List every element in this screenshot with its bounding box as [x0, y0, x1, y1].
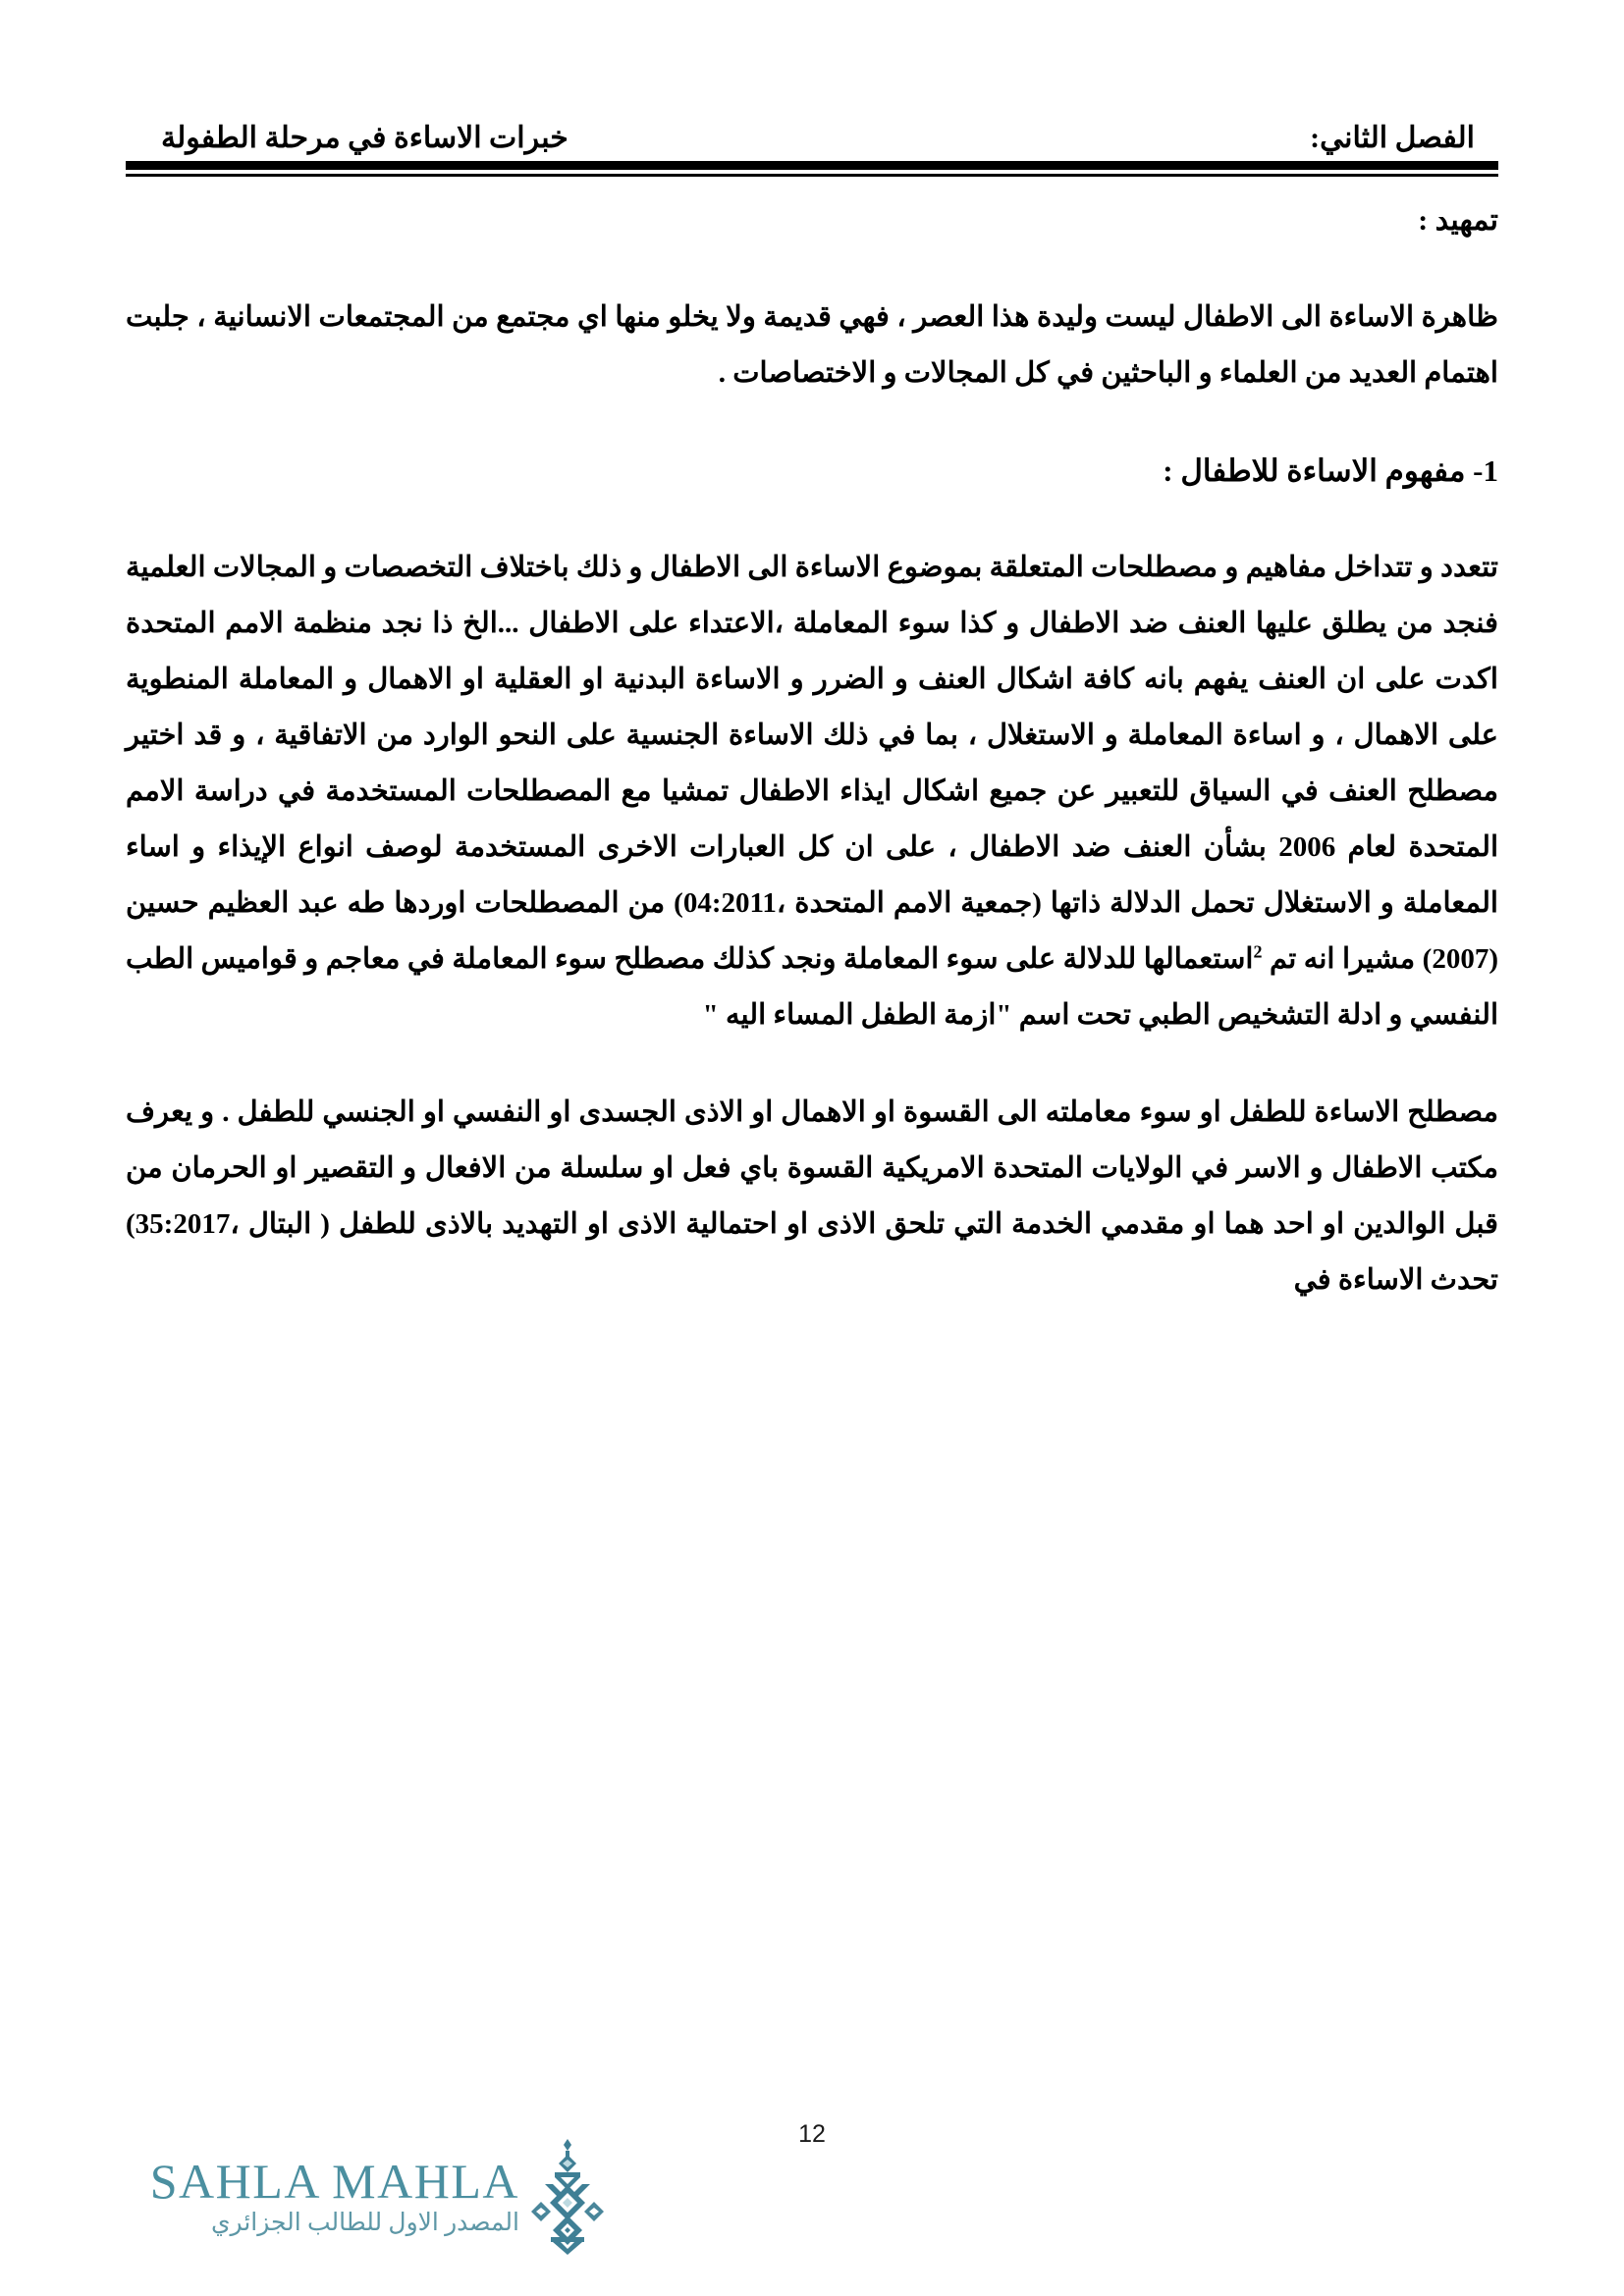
watermark-logo — [101, 2128, 612, 2266]
preface-paragraph: ظاهرة الاساءة الى الاطفال ليست وليدة هذا العصر ، فهي قديمة ولا يخلو منها اي مجتمع من المجتمعات الانسانية ، جلبت اهتمام العديد من العلماء و الباحثين في كل المجالات و الاختصاصات . — [126, 301, 1498, 389]
spacer — [126, 401, 1498, 443]
header-chapter-label: الفصل الثاني: — [1310, 122, 1475, 154]
watermark-brand-name: SAHLA MAHLA — [149, 2153, 519, 2209]
section-heading — [126, 443, 1498, 499]
body-paragraph-1-part-a: تتعدد و تتداخل مفاهيم و مصطلحات المتعلقة بموضوع الاساءة الى الاطفال و ذلك باختلاف التخصصات و المجالات العلمية فنجد من يطلق عليها العنف ضد الاطفال و كذا سوء المعاملة ،الاعتداء على الاطفال ...الخ ذا نجد منظمة الامم المتحدة اكدت على ان العنف يفهم بانه كافة اشكال العنف و الضرر و الاساءة البدنية او العقلية او الاهمال و المعاملة المنطوية على الاهمال ، و اساءة المعاملة و الاستغلال ، بما في ذلك الاساءة الجنسية على النحو الوارد من الاتفاقية ، و قد اختير مصطلح العنف في السياق للتعبير عن جميع اشكال ايذاء الاطفال تمشيا مع المصطلحات المستخدمة في دراسة الامم المتحدة لعام 2006 بشأن العنف ضد الاطفال ، على ان كل العبارات الاخرى المستخدمة لوصف انواع الإيذاء و اساء المعاملة و الاستغلال تحمل الدلالة ذاتها (جمعية الامم المتحدة ،04:2011) من المصطلحات اوردها طه عبد العظيم حسين (2007) مشيرا انه تم — [126, 552, 1499, 975]
sahla-mahla-emblem-icon — [525, 2139, 610, 2255]
header-divider-rule — [126, 161, 1498, 177]
page-number: 12 — [798, 2120, 826, 2148]
header-rule-thin — [126, 174, 1498, 177]
header-row — [126, 84, 1498, 153]
document-running-header — [126, 84, 1498, 173]
header-chapter-title: خبرات الاساءة في مرحلة الطفولة — [161, 122, 568, 154]
footnote-marker: 2 — [1253, 941, 1263, 962]
watermark-text-block — [149, 2153, 519, 2239]
section-heading-text: - مفهوم الاساءة للاطفال : — [1163, 454, 1484, 488]
spacer — [126, 499, 1498, 540]
body-paragraph-2: مصطلح الاساءة للطفل او سوء معاملته الى القسوة او الاهمال او الاذى الجسدى او النفسي او الجنسي للطفل . و يعرف مكتب الاطفال و الاسر في الولايات المتحدة الامريكية القسوة باي فعل او سلسلة من الافعال و التقصير او الحرمان من قبل الوالدين او احد هما او مقدمي الخدمة التي تلحق الاذى او احتمالية الاذى او التهديد بالاذى للطفل ( البتال ،35:2017) تحدث الاساءة في — [126, 1096, 1498, 1296]
preface-label: تمهيد : — [1418, 204, 1498, 237]
section-number: 1 — [1483, 454, 1498, 488]
document-body — [126, 192, 1498, 1308]
header-rule-thick — [126, 161, 1498, 170]
watermark-tagline: المصدر الاول للطالب الجزائري — [210, 2210, 519, 2237]
body-paragraph-1-part-b: استعمالها للدلالة على سوء المعاملة ونجد كذلك مصطلح سوء المعاملة في معاجم و قواميس الطب النفسي و ادلة التشخيص الطبي تحت اسم "ازمة الطفل المساء اليه " — [126, 943, 1498, 1031]
spacer — [126, 1043, 1498, 1085]
spacer — [126, 248, 1498, 290]
body-paragraph-1 — [126, 540, 1498, 1043]
